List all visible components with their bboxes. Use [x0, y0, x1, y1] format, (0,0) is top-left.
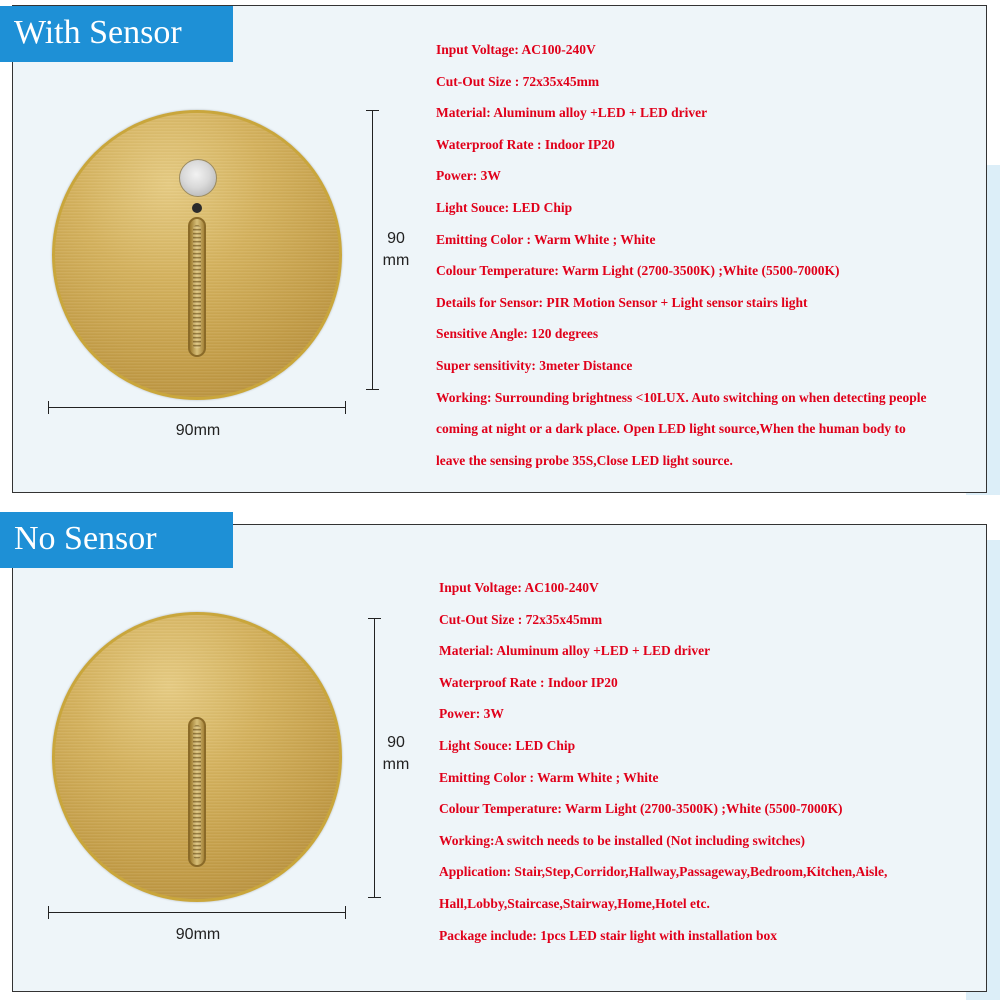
height-dimension-label — [376, 228, 416, 272]
no-sensor-title: No Sensor — [0, 512, 233, 568]
width-dimension-label: 90mm — [175, 926, 221, 943]
height-value: 90 — [387, 230, 405, 247]
spec-line: Input Voltage: AC100-240V — [436, 42, 596, 57]
spec-line: Waterproof Rate : Indoor IP20 — [439, 674, 618, 690]
spec-line: Material: Aluminum alloy +LED + LED driver — [439, 643, 711, 659]
spec-line: Power: 3W — [436, 168, 501, 184]
width-dimension-line — [48, 407, 346, 408]
spec-line: Material: Aluminum alloy +LED + LED driver — [436, 105, 708, 121]
spec-line: Details for Sensor: PIR Motion Sensor + Light sensor stairs light — [436, 294, 808, 310]
height-dimension-label — [376, 732, 416, 776]
spec-line: Emitting Color : Warm White ; White — [439, 769, 659, 785]
spec-line: Working: Surrounding brightness <10LUX. Auto switching on when detecting people — [436, 389, 927, 405]
no-sensor-specs — [439, 578, 984, 957]
spec-line: Power: 3W — [439, 706, 504, 722]
spec-line: Sensitive Angle: 120 degrees — [436, 326, 599, 342]
spec-line: Light Souce: LED Chip — [436, 199, 573, 215]
no-sensor-lamp-image — [52, 612, 342, 902]
spec-line: coming at night or a dark place. Open LED light source,When the human body to — [436, 421, 906, 437]
led-slot-icon — [188, 717, 206, 867]
spec-line: Colour Temperature: Warm Light (2700-3500K) ;White (5500-7000K) — [439, 801, 843, 817]
spec-line: Super sensitivity: 3meter Distance — [436, 357, 633, 373]
pir-sensor-icon — [179, 159, 217, 197]
spec-line: Input Voltage: AC100-240V — [439, 580, 599, 595]
sensor-lamp-image — [52, 110, 342, 400]
spec-line: Emitting Color : Warm White ; White — [436, 231, 656, 247]
spec-line: leave the sensing probe 35S,Close LED light source. — [436, 452, 733, 468]
spec-line: Light Souce: LED Chip — [439, 737, 576, 753]
height-value: 90 — [387, 734, 405, 751]
spec-line: Cut-Out Size : 72x35x45mm — [439, 611, 603, 627]
spec-line: Application: Stair,Step,Corridor,Hallway,Passageway,Bedroom,Kitchen,Aisle, — [439, 864, 888, 880]
led-slot-icon — [188, 217, 206, 357]
spec-line: Hall,Lobby,Staircase,Stairway,Home,Hotel etc. — [439, 895, 710, 911]
height-dimension-line — [374, 618, 375, 898]
height-unit: mm — [382, 756, 410, 773]
light-sensor-icon — [192, 203, 202, 213]
width-dimension-line — [48, 912, 346, 913]
spec-line: Package include: 1pcs LED stair light with installation box — [439, 927, 778, 943]
spec-line: Working:A switch needs to be installed (Not including switches) — [439, 832, 806, 848]
spec-line: Waterproof Rate : Indoor IP20 — [436, 136, 615, 152]
width-dimension-label: 90mm — [175, 422, 221, 439]
spec-line: Colour Temperature: Warm Light (2700-3500K) ;White (5500-7000K) — [436, 263, 840, 279]
height-dimension-line — [372, 110, 373, 390]
with-sensor-title: With Sensor — [0, 6, 233, 62]
height-unit: mm — [382, 252, 410, 269]
with-sensor-specs — [436, 40, 984, 482]
spec-line: Cut-Out Size : 72x35x45mm — [436, 73, 600, 89]
